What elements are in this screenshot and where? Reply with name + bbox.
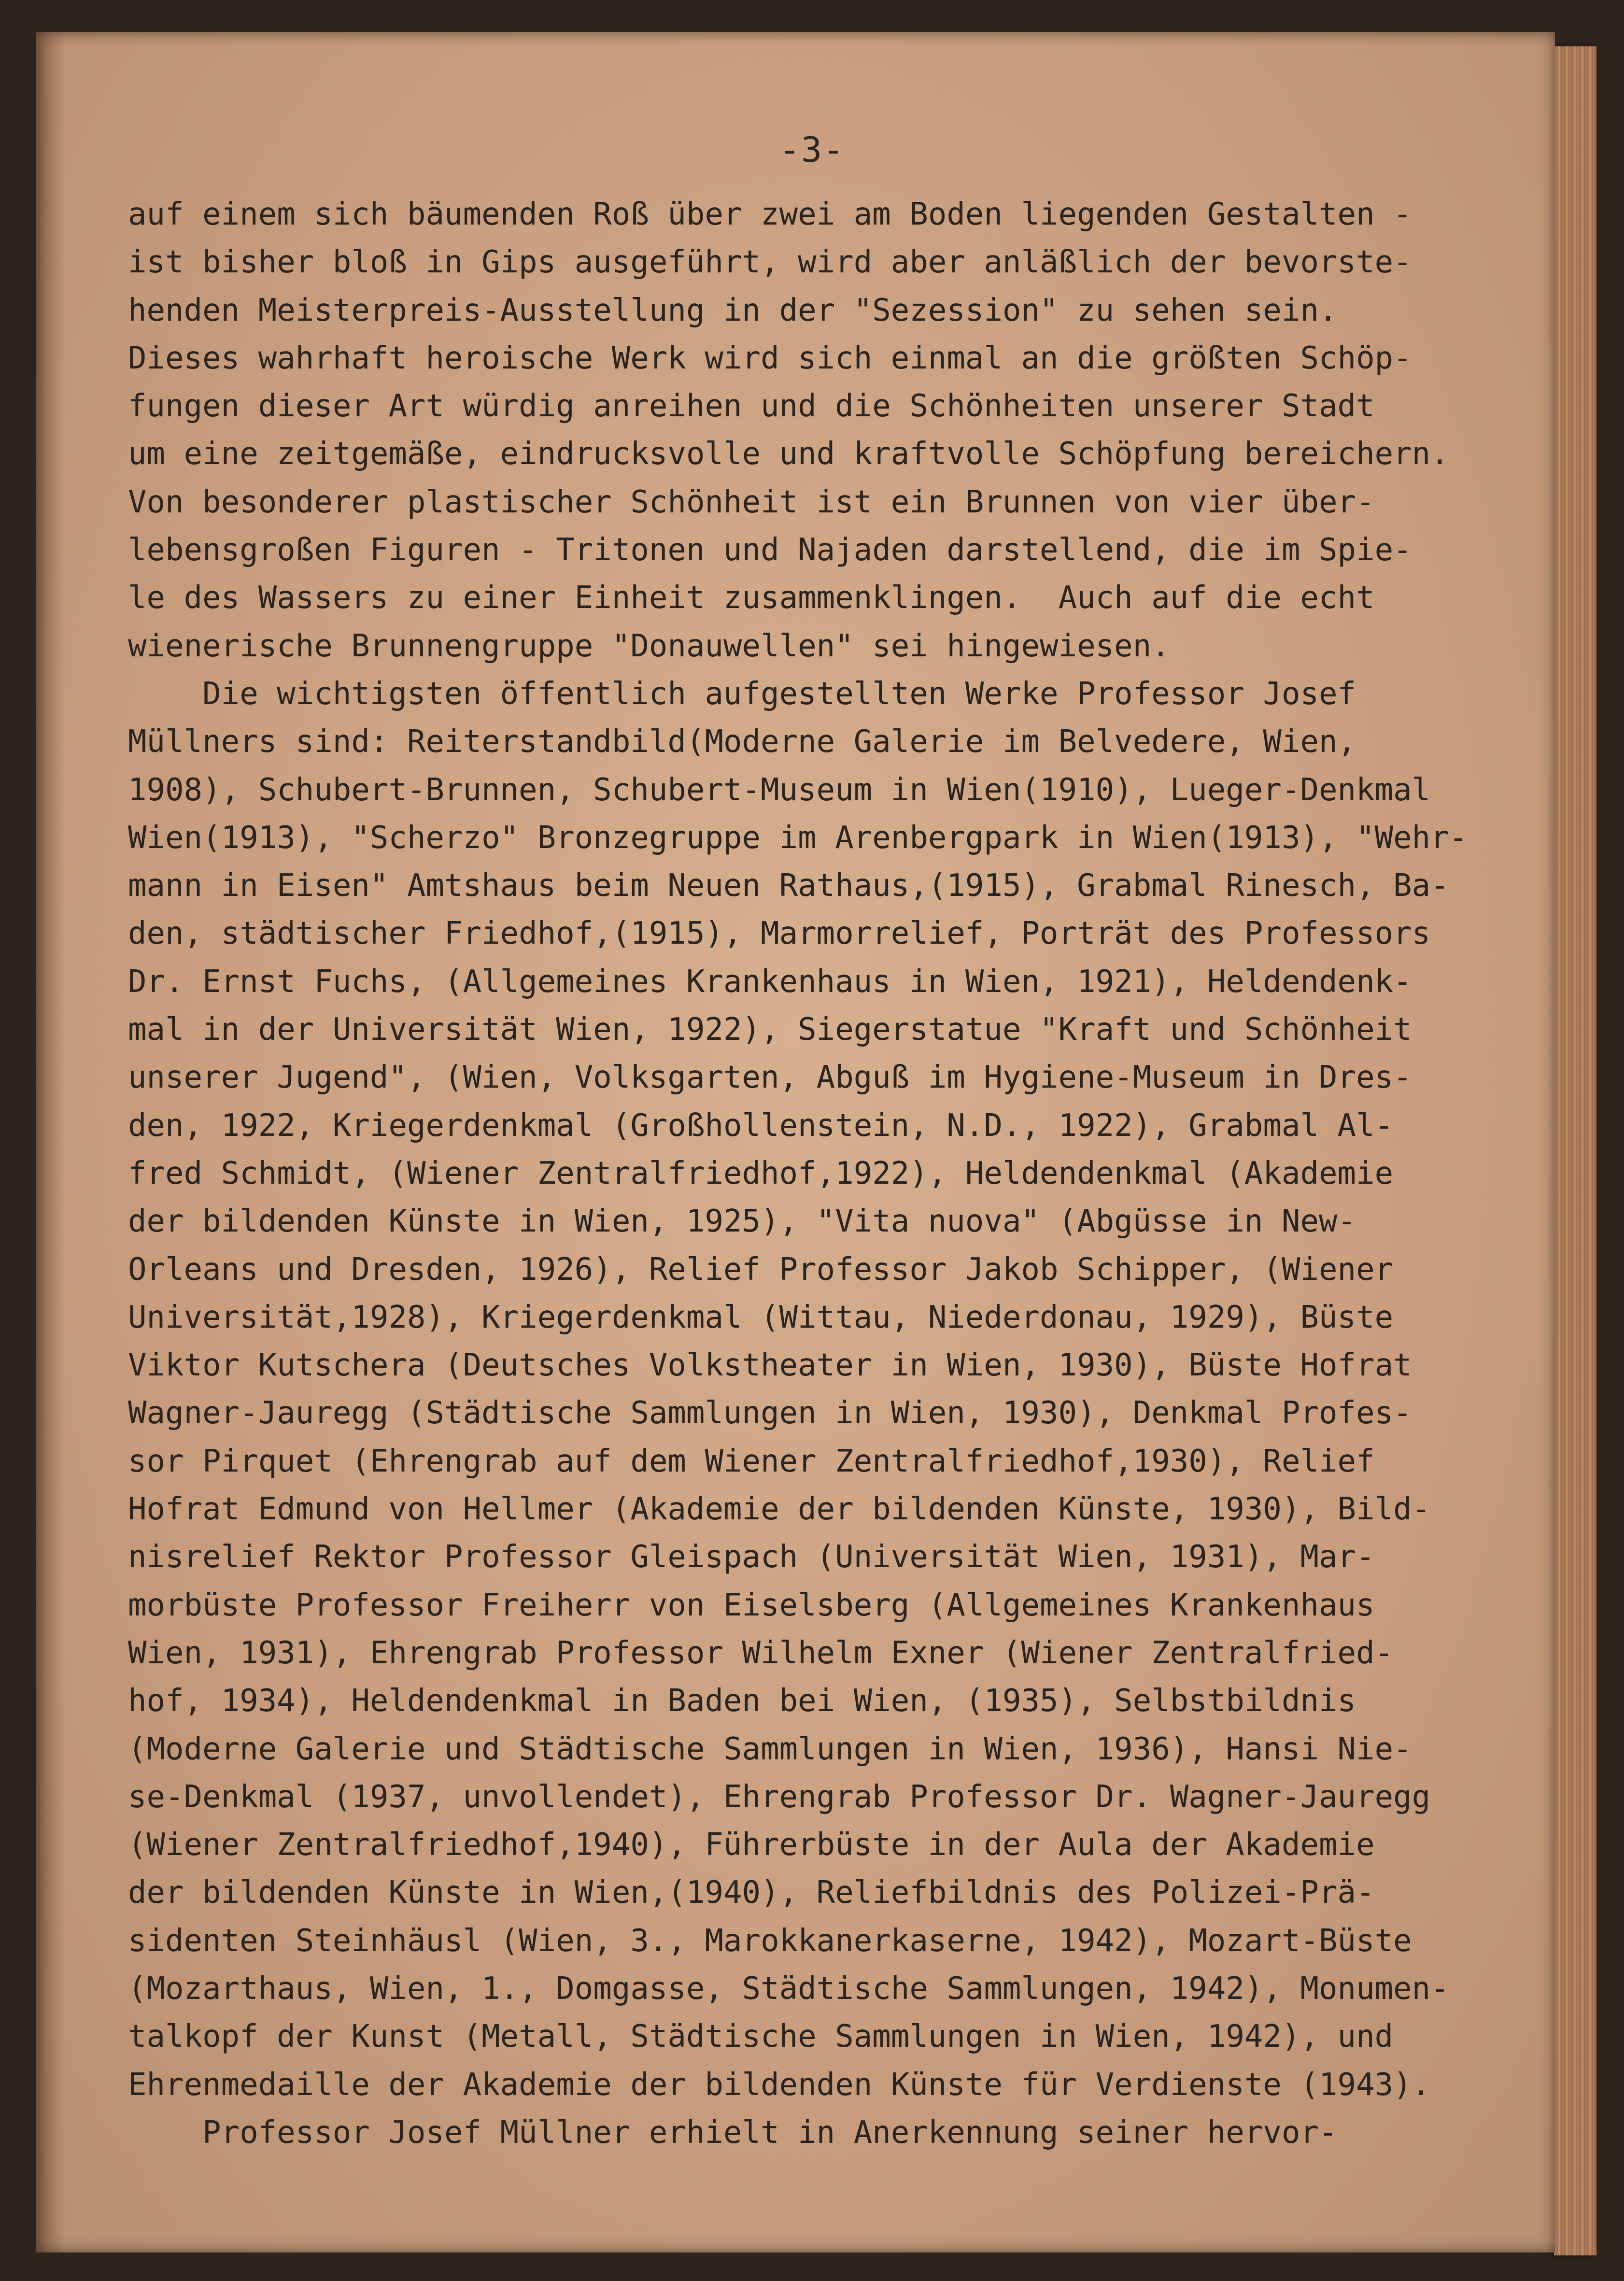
text-line: (Mozarthaus, Wien, 1., Domgasse, Städtische Sammlungen, 1942), Monumen-: [128, 1970, 1449, 2007]
text-line: Müllners sind: Reiterstandbild(Moderne Galerie im Belvedere, Wien,: [128, 724, 1356, 760]
text-line: Dr. Ernst Fuchs, (Allgemeines Krankenhaus in Wien, 1921), Heldendenk-: [128, 963, 1412, 1000]
text-line: Ehrenmedaille der Akademie der bildenden Künste für Verdienste (1943).: [128, 2067, 1431, 2103]
text-line: Die wichtigsten öffentlich aufgestellten Werke Professor Josef: [128, 676, 1356, 712]
page-stack-edge: [1554, 46, 1596, 2255]
text-line: ist bisher bloß in Gips ausgeführt, wird aber anläßlich der bevorste-: [128, 244, 1412, 281]
text-line: Professor Josef Müllner erhielt in Anerkennung seiner hervor-: [128, 2114, 1338, 2151]
text-line: wienerische Brunnengruppe "Donauwellen" sei hingewiesen.: [128, 628, 1170, 664]
text-line: Wien, 1931), Ehrengrab Professor Wilhelm Exner (Wiener Zentralfried-: [128, 1635, 1394, 1671]
text-line: (Wiener Zentralfriedhof,1940), Führerbüste in der Aula der Akademie: [128, 1827, 1375, 1863]
text-line: unserer Jugend", (Wien, Volksgarten, Abguß im Hygiene-Museum in Dres-: [128, 1060, 1412, 1096]
text-line: (Moderne Galerie und Städtische Sammlungen in Wien, 1936), Hansi Nie-: [128, 1731, 1412, 1767]
text-line: sor Pirquet (Ehrengrab auf dem Wiener Zentralfriedhof,1930), Relief: [128, 1443, 1375, 1479]
text-line: Wagner-Jauregg (Städtische Sammlungen in Wien, 1930), Denkmal Profes-: [128, 1395, 1412, 1431]
text-line: Universität,1928), Kriegerdenkmal (Wittau, Niederdonau, 1929), Büste: [128, 1299, 1394, 1335]
text-line: Wien(1913), "Scherzo" Bronzegruppe im Arenbergpark in Wien(1913), "Wehr-: [128, 820, 1468, 856]
text-line: fungen dieser Art würdig anreihen und die Schönheiten unserer Stadt: [128, 388, 1375, 425]
text-line: fred Schmidt, (Wiener Zentralfriedhof,1922), Heldendenkmal (Akademie: [128, 1155, 1394, 1191]
text-line: nisrelief Rektor Professor Gleispach (Universität Wien, 1931), Mar-: [128, 1539, 1375, 1575]
text-line: 1908), Schubert-Brunnen, Schubert-Museum in Wien(1910), Lueger-Denkmal: [128, 772, 1431, 808]
text-line: der bildenden Künste in Wien, 1925), "Vita nuova" (Abgüsse in New-: [128, 1204, 1356, 1240]
text-line: der bildenden Künste in Wien,(1940), Reliefbildnis des Polizei-Prä-: [128, 1875, 1375, 1911]
text-line: Orleans und Dresden, 1926), Relief Professor Jakob Schipper, (Wiener: [128, 1251, 1394, 1288]
text-line: sidenten Steinhäusl (Wien, 3., Marokkanerkaserne, 1942), Mozart-Büste: [128, 1923, 1412, 1959]
text-line: mann in Eisen" Amtshaus beim Neuen Rathaus,(1915), Grabmal Rinesch, Ba-: [128, 868, 1449, 904]
text-line: talkopf der Kunst (Metall, Städtische Sammlungen in Wien, 1942), und: [128, 2019, 1394, 2055]
text-line: um eine zeitgemäße, eindrucksvolle und kraftvolle Schöpfung bereichern.: [128, 436, 1449, 472]
text-line: Hofrat Edmund von Hellmer (Akademie der bildenden Künste, 1930), Bild-: [128, 1491, 1431, 1528]
text-line: mal in der Universität Wien, 1922), Siegerstatue "Kraft und Schönheit: [128, 1012, 1412, 1048]
typewritten-body: [128, 191, 1528, 2157]
text-line: lebensgroßen Figuren - Tritonen und Najaden darstellend, die im Spie-: [128, 532, 1412, 568]
binding-shadow: [36, 32, 65, 2253]
text-line: Viktor Kutschera (Deutsches Volkstheater in Wien, 1930), Büste Hofrat: [128, 1347, 1412, 1384]
text-line: le des Wassers zu einer Einheit zusammenklingen. Auch auf die echt: [128, 580, 1375, 616]
text-line: auf einem sich bäumenden Roß über zwei am Boden liegenden Gestalten -: [128, 197, 1412, 232]
text-line: se-Denkmal (1937, unvollendet), Ehrengrab Professor Dr. Wagner-Jauregg: [128, 1779, 1431, 1815]
text-line: hof, 1934), Heldendenkmal in Baden bei Wien, (1935), Selbstbildnis: [128, 1683, 1356, 1719]
text-line: Dieses wahrhaft heroische Werk wird sich einmal an die größten Schöp-: [128, 340, 1412, 376]
text-line: morbüste Professor Freiherr von Eiselsberg (Allgemeines Krankenhaus: [128, 1587, 1375, 1623]
text-line: den, städtischer Friedhof,(1915), Marmorrelief, Porträt des Professors: [128, 916, 1431, 952]
text-line: henden Meisterpreis-Ausstellung in der "Sezession" zu sehen sein.: [128, 292, 1338, 328]
text-line: den, 1922, Kriegerdenkmal (Großhollenstein, N.D., 1922), Grabmal Al-: [128, 1107, 1394, 1144]
text-line: Von besonderer plastischer Schönheit ist ein Brunnen von vier über-: [128, 484, 1375, 520]
page-number: -3-: [779, 129, 845, 170]
